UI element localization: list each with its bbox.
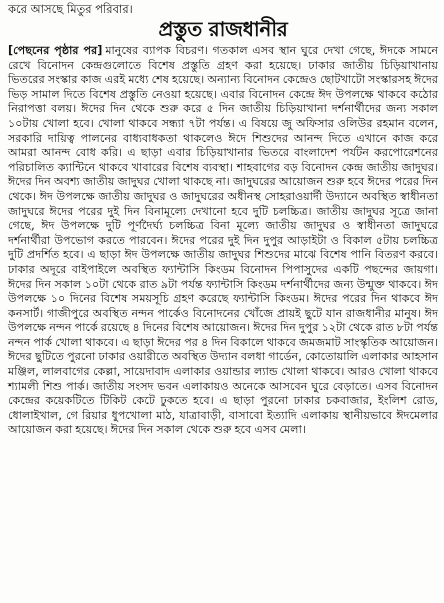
- continuation-tag: [পেছনের পৃষ্ঠার পর]: [8, 44, 103, 57]
- headline: প্রস্তুত রাজধানীর: [158, 17, 288, 41]
- article-body-text: মানুষের ব্যাপক বিচরণ। গতকাল এসব স্থান ঘুরে দেখা গেছে, ঈদকে সামনে রেখে বিনোদন কেন্দ্রগুলোতে বিশেষ প্রস্তুতি গ্রহণ করা হয়েছে। ঢাকার জাতীয় চিড়িয়াখানায় ভিতরের সংস্কার কাজ এরই মধ্যে শেষ হয়েছে। অন্যান্য বিনোদন কেন্দ্রেও ছোটখাটো সংস্কারসহ ঈদের ভিড় সামাল দিতে বিশেষ প্রস্তুতি নেওয়া হয়েছে। এবার বিনোদন কেন্দ্রে ঈদ উপলক্ষে থাকবে কঠোর নিরাপত্তা বলয়। ঈদের দিন থেকে শুরু করে ৫ দিন জাতীয় চিড়িয়াখানা দর্শনার্থীদের জন্য সকাল ১০টায় খোলা হবে। খোলা থাকবে সন্ধ্যা ৭টা পর্যন্ত। এ বিষয়ে জু অফিসার ওলিউর রহমান বলেন, সরকারি দায়িত্ব পালনের বাধ্যবাধকতা থাকলেও ঈদে শিশুদের আনন্দ দিতে এখানে কাজ করে আমরা আনন্দ বোধ করি। এ ছাড়া এবার চিড়িয়াখানার ভিতরে বাংলাদেশ পর্যটন করপোরেশনের পরিচালিত ক্যান্টিনে থাকবে খাবারের বিশেষ ব্যবস্থা। শাহবাগের বড় বিনোদন কেন্দ্র জাতীয় জাদুঘর। ঈদের দিন অবশ্য জাতীয় জাদুঘর খোলা থাকছে না। জাদুঘরের আয়োজন শুরু হবে ঈদের পরের দিন থেকে। ঈদ উপলক্ষে জাতীয় জাদুঘর ও জাদুঘরের অধীনস্থ সোহরাওয়ার্দী উদ্যানে অবস্থিত স্বাধীনতা জাদুঘরে ঈদের পরের দুই দিন বিনামূল্যে দেখানো হবে দুটি চলচ্চিত্র। জাতীয় জাদুঘর সূত্রে জানা গেছে, ঈদ উপলক্ষে দুটি পূর্ণদৈর্ঘ্য চলচ্চিত্র বিনা মূল্যে জাতীয় জাদুঘর ও স্বাধীনতা জাদুঘরে দর্শনার্থীরা উপভোগ করতে পারবেন। ঈদের পরের দুই দিন দুপুর আড়াইটা ও বিকাল ৫টায় চলচ্চিত্র দুটি প্রদর্শিত হবে। এ ছাড়া ঈদ উপলক্ষে জাতীয় জাদুঘর শিশুদের মাঝে বিশেষ পানি বিতরণ করবে। ঢাকার অদূরে বাইপাইলে অবস্থিত ফ্যান্টাসি কিংডম বিনোদন পিপাসুদের একটি পছন্দের জায়গা। ঈদের দিন সকাল ১০টা থেকে রাত ৯টা পর্যন্ত ফ্যান্টাসি কিংডম দর্শনার্থীদের জন্য উন্মুক্ত থাকবে। ঈদ উপলক্ষে ১০ দিনের বিশেষ সময়সূচি গ্রহণ করেছে ফ্যান্টাসি কিংডম। ঈদের পরের দিন থাকবে ঈদ কনসার্ট। গাজীপুরে অবস্থিত নন্দন পার্কেও বিনোদনের খোঁজে প্রায়ই ছুটে যান রাজধানীর মানুষ। ঈদ উপলক্ষে নন্দন পার্কে রয়েছে ৪ দিনের বিশেষ আয়োজন। ঈদের দিন দুপুর ১২টা থেকে রাত ৮টা পর্যন্ত নন্দন পার্ক খোলা থাকবে। এ ছাড়া ঈদের পর ৪ দিন বিকালে থাকবে জমজমাট সাংস্কৃতিক আয়োজন। ঈদের ছুটিতে পুরনো ঢাকার ওয়ারীতে অবস্থিত উদ্যান বলধা গার্ডেন, কোতোয়ালি এলাকার আহসান মঞ্জিল, লালবাগের কেল্লা, সায়েদাবাদ এলাকার ওয়ান্ডার ল্যান্ড খোলা থাকবে। আরও খোলা থাকবে শ্যামলী শিশু পার্ক। জাতীয় সংসদ ভবন এলাকায়ও অনেকে আসবেন ঘুরে বেড়াতে। এসব বিনোদন কেন্দ্রের কয়েকটিতে টিকিট কেটে ঢুকতে হবে। এ ছাড়া পুরনো ঢাকার চকবাজার, ইংলিশ রোড, ধোলাইখাল, গে রিয়ার ধুপখোলা মাঠ, যাত্রাবাড়ী, বাসাবো ইত্যাদি এলাকায় স্থানীয়ভাবে ঈদমেলার আয়োজন করা হয়েছে। ঈদের দিন সকাল থেকে শুরু হবে এসব মেলা।: [8, 44, 438, 437]
- article-body: [8, 44, 438, 438]
- previous-article-tail: করে আসছে মিতুর পরিবার।: [8, 2, 133, 16]
